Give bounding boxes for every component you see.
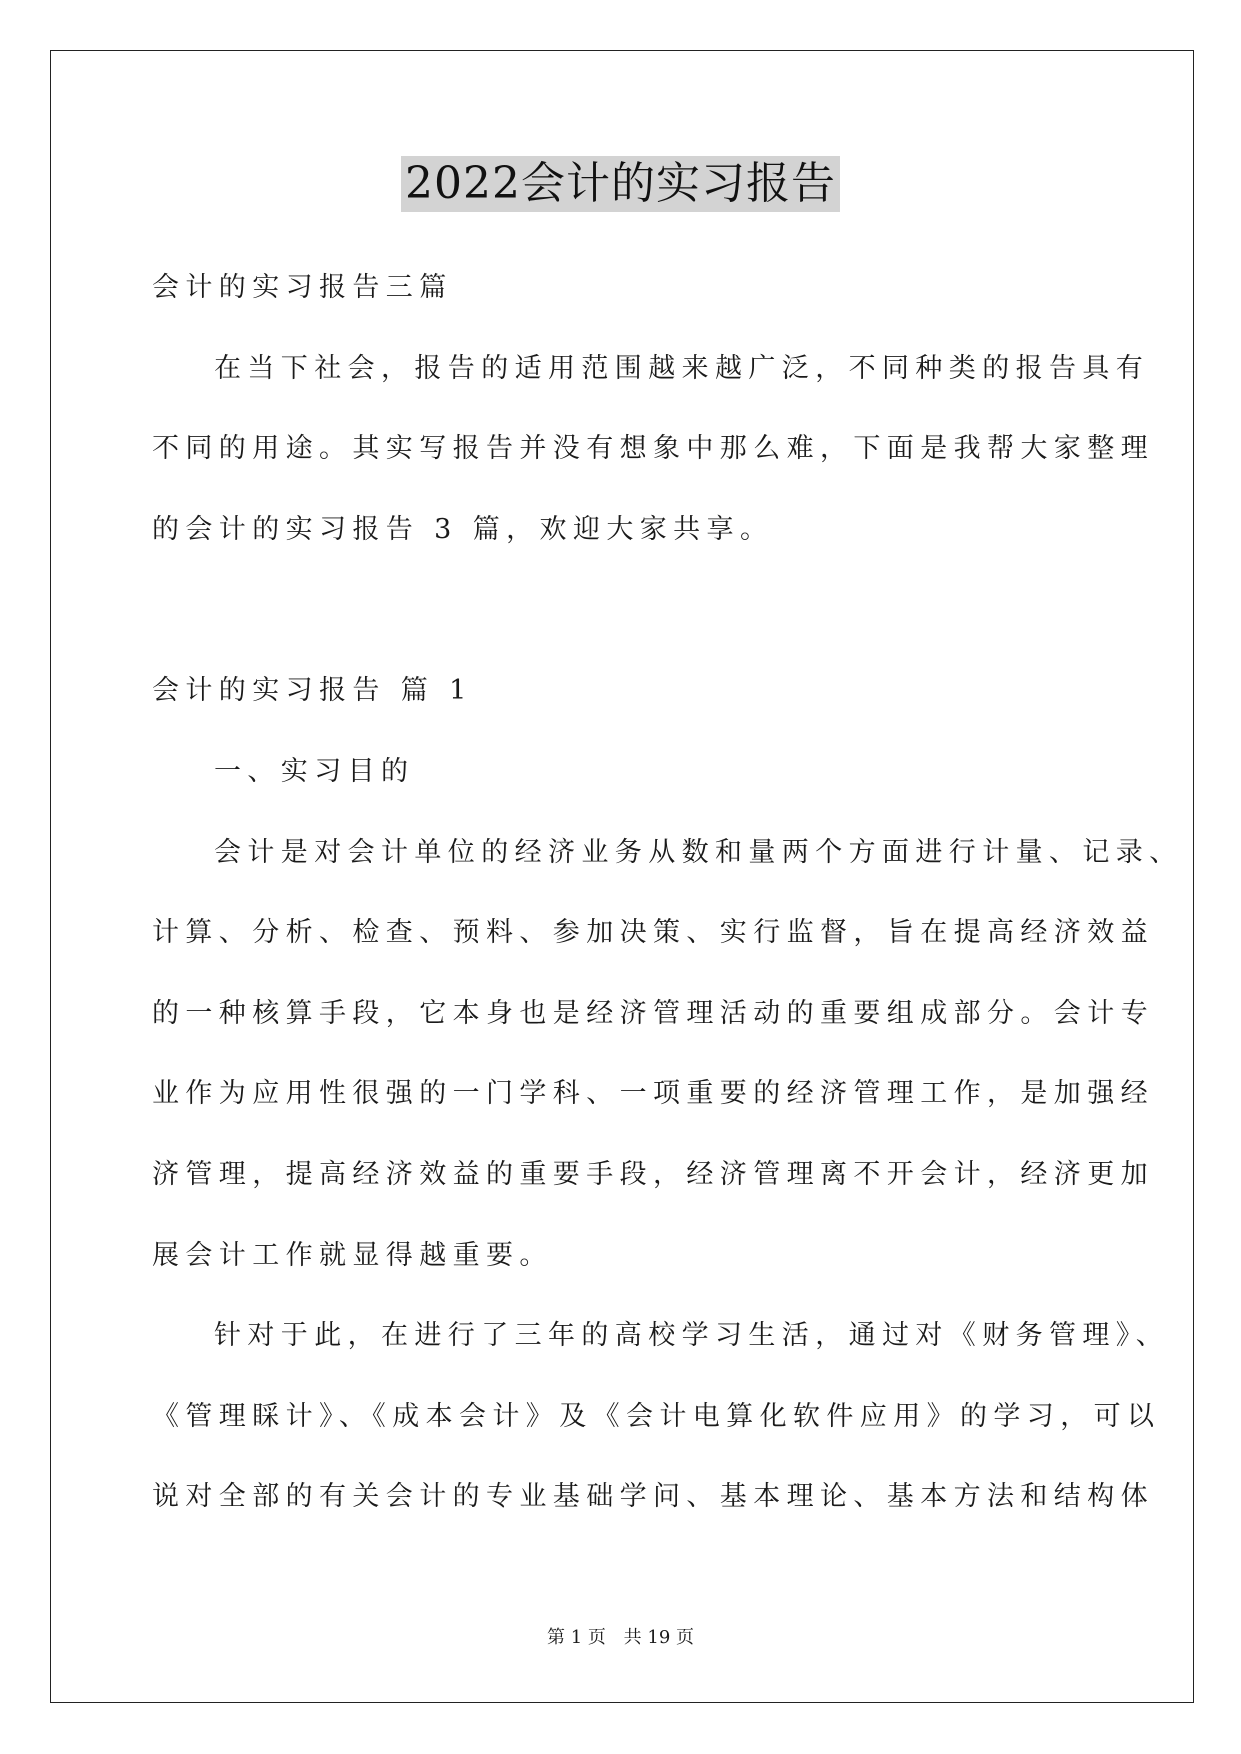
paragraph-line: 济管理，提高经济效益的重要手段，经济管理离不开会计，经济更加 — [152, 1159, 1154, 1190]
paragraph-line: 在当下社会，报告的适用范围越来越广泛，不同种类的报告具有 — [214, 353, 1150, 384]
paragraph-line: 《管理睬计》、《成本会计》及《会计电算化软件应用》的学习，可以 — [152, 1401, 1161, 1432]
section-heading: 会计的实习报告 篇 1 — [152, 675, 473, 706]
paragraph-line: 说对全部的有关会计的专业基础学问、基本理论、基本方法和结构体 — [152, 1481, 1154, 1512]
paragraph-line: 展会计工作就显得越重要。 — [152, 1240, 553, 1271]
page-footer — [0, 1626, 1241, 1650]
paragraph-line: 业作为应用性很强的一门学科、一项重要的经济管理工作，是加强经 — [152, 1078, 1154, 1109]
page-number: 第 1 页 — [547, 1627, 606, 1648]
paragraph-line: 不同的用途。其实写报告并没有想象中那么难，下面是我帮大家整理 — [152, 433, 1154, 464]
subtitle-line: 会计的实习报告三篇 — [152, 272, 453, 303]
paragraph-line: 的一种核算手段，它本身也是经济管理活动的重要组成部分。会计专 — [152, 998, 1154, 1029]
paragraph-line: 会计是对会计单位的经济业务从数和量两个方面进行计量、记录、 — [214, 837, 1183, 868]
title-container — [0, 156, 1241, 212]
paragraph-line: 针对于此，在进行了三年的高校学习生活，通过对《财务管理》、 — [214, 1320, 1170, 1351]
document-title: 2022会计的实习报告 — [401, 156, 840, 212]
paragraph-line: 计算、分析、检查、预料、参加决策、实行监督，旨在提高经济效益 — [152, 917, 1154, 948]
page-total: 共 19 页 — [623, 1627, 694, 1648]
subsection-heading: 一、实习目的 — [214, 756, 415, 787]
paragraph-line: 的会计的实习报告 3 篇，欢迎大家共享。 — [152, 514, 774, 545]
